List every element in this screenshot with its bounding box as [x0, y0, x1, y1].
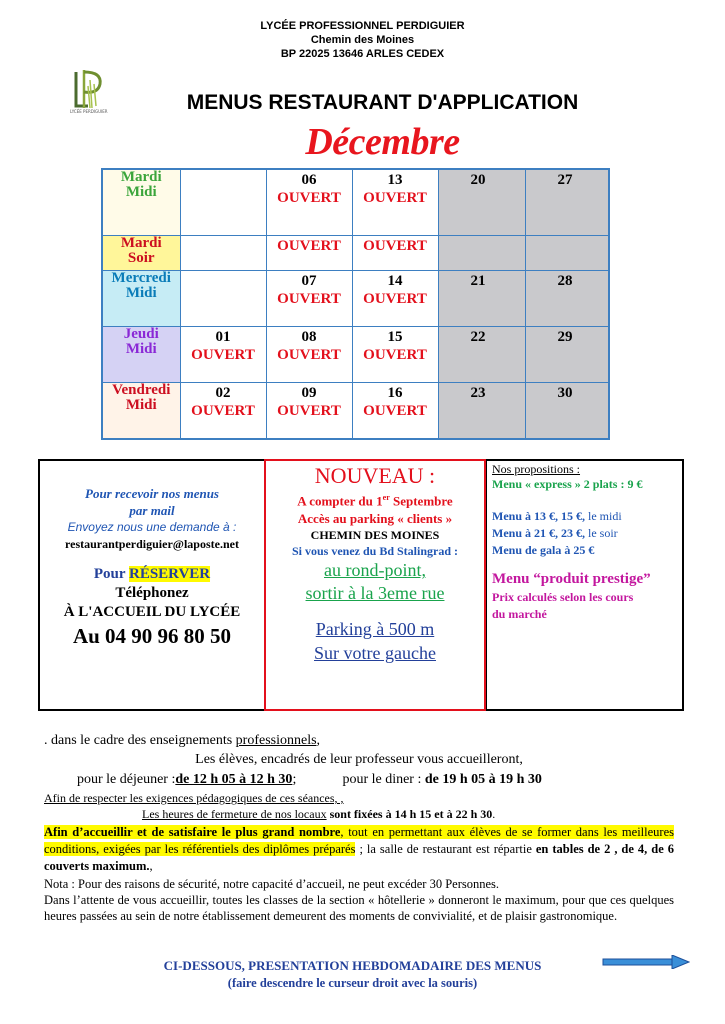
footer-line2: (faire descendre le curseur droit avec la souris) [227, 976, 478, 990]
nouveau-column [264, 459, 486, 711]
request-text: Envoyez nous une demande à : [67, 520, 237, 534]
propositions-column [486, 461, 682, 709]
calendar-table [101, 168, 610, 440]
page-title: MENUS RESTAURANT D'APPLICATION [186, 91, 579, 114]
date-number: 28 [557, 272, 573, 289]
menu-soir-suffix: le soir [585, 526, 618, 540]
date-cell [438, 382, 525, 439]
school-name: LYCÉE PROFESSIONNEL PERDIGUIER [260, 20, 465, 32]
date-cell [525, 382, 609, 439]
meal-label: Midi [125, 396, 157, 413]
menu-midi-suffix: le midi [585, 509, 622, 523]
date-cell [180, 270, 266, 326]
day-cell [102, 270, 180, 326]
start-date-prefix: A compter du 1 [297, 493, 383, 509]
meal-label: Midi [125, 284, 157, 301]
body-para8: Dans l’attente de vous accueillir, toutes les classes de la section « hôtellerie » donneront le maximum, pour que ces quelques heures passées au sein de notre établissement demeurent des moments de convivialité, et de plaisir gastronomique. [44, 893, 674, 923]
para6-d: en tables de 2 , de 4, de 6 couverts maximum. [44, 842, 674, 873]
date-status: OUVERT [191, 402, 255, 419]
date-cell [266, 326, 352, 382]
calendar-row-jeudi [102, 326, 609, 382]
date-cell [525, 235, 609, 270]
meal-label: Soir [127, 249, 155, 266]
para5-a: Les heures de fermeture de nos locaux [142, 807, 327, 821]
arrow-right-icon [602, 955, 690, 969]
date-number: 15 [387, 328, 403, 345]
date-number: 08 [301, 328, 317, 345]
meal-label: Midi [125, 340, 157, 357]
date-number: 22 [470, 328, 486, 345]
sortir-rue: sortir à la 3eme rue [305, 583, 445, 604]
prix-line1: Prix calculés selon les cours [492, 590, 634, 604]
month-title: Décembre [305, 121, 460, 163]
calendar-row-mardi-midi [102, 169, 609, 235]
date-status: OUVERT [191, 346, 255, 363]
para1-a: . dans le cadre des enseignements [44, 733, 236, 748]
date-cell [525, 326, 609, 382]
body-para6 [44, 824, 674, 875]
phone-number: Au 04 90 96 80 50 [72, 624, 232, 648]
date-cell [266, 382, 352, 439]
date-cell [525, 270, 609, 326]
date-cell [180, 382, 266, 439]
date-number: 07 [301, 272, 317, 289]
date-number: 02 [215, 384, 231, 401]
day-cell [102, 235, 180, 270]
day-label: Vendredi [112, 381, 171, 398]
start-date-sup: er [382, 493, 390, 502]
date-cell [438, 169, 525, 235]
date-cell [352, 270, 438, 326]
para6-c: ; la salle de restaurant est répartie [355, 842, 536, 856]
menu-express: Menu « express » 2 plats : 9 € [492, 477, 643, 491]
date-number: 27 [557, 172, 573, 188]
day-cell [102, 382, 180, 439]
day-label: Mardi [120, 169, 162, 185]
date-status: OUVERT [363, 402, 427, 419]
body-para1 [44, 733, 674, 749]
chemin-label: CHEMIN DES MOINES [310, 528, 440, 543]
body-para7: Nota : Pour des raisons de sécurité, notre capacité d’accueil, ne peut excéder 30 Personnes. [44, 877, 500, 891]
date-cell [266, 169, 352, 235]
accueil-label: À L'ACCUEIL DU LYCÉE [63, 604, 241, 620]
body-para3 [44, 772, 674, 788]
date-status: OUVERT [363, 346, 427, 363]
menu-midi [487, 508, 682, 525]
date-number: 16 [387, 384, 403, 401]
date-cell [438, 270, 525, 326]
day-label: Mardi [120, 234, 162, 251]
date-number: 23 [470, 384, 486, 401]
footer-line1: CI-DESSOUS, PRESENTATION HEBDOMADAIRE DES MENUS [163, 958, 542, 973]
body-para5 [44, 806, 674, 822]
body-para4: Afin de respecter les exigences pédagogiques de ces séances, , [44, 791, 344, 805]
date-number: 30 [557, 384, 573, 401]
date-cell [525, 169, 609, 235]
day-label: Jeudi [123, 325, 159, 342]
date-number: 01 [215, 328, 231, 345]
date-status: OUVERT [363, 237, 427, 254]
parking-distance: Parking à 500 m [315, 619, 435, 640]
menu-prestige: Menu “produit prestige” [492, 571, 651, 587]
parking-access: Accès au parking « clients » [297, 511, 453, 527]
para5-c: . [492, 807, 496, 821]
day-label: Mercredi [111, 269, 171, 286]
date-status: OUVERT [363, 290, 427, 307]
date-cell [180, 169, 266, 235]
day-cell [102, 169, 180, 235]
date-cell [438, 326, 525, 382]
date-number: 09 [301, 384, 317, 401]
rond-point: au rond-point, [324, 560, 426, 581]
school-postal: BP 22025 13646 ARLES CEDEX [280, 48, 445, 60]
para3-b: de 12 h 05 à 12 h 30 [175, 772, 293, 787]
calendar-row-mardi-soir [102, 235, 609, 270]
para3-d: pour le diner : [342, 772, 425, 787]
date-cell [352, 382, 438, 439]
date-status: OUVERT [277, 346, 341, 363]
date-number: 14 [387, 272, 403, 289]
date-number: 21 [470, 272, 486, 289]
date-number: 20 [470, 172, 486, 188]
start-date [266, 489, 484, 510]
reserve-word: RÉSERVER [128, 566, 211, 582]
date-cell [438, 235, 525, 270]
para3-a: pour le déjeuner : [77, 772, 176, 787]
menu-gala: Menu de gala à 25 € [492, 543, 595, 557]
body-para2: Les élèves, encadrés de leur professeur vous accueilleront, [195, 752, 523, 767]
date-status: OUVERT [363, 190, 427, 206]
reserve-prefix: Pour [93, 566, 126, 582]
menu-soir-prices: Menu à 21 €, 23 €, [492, 526, 585, 540]
calendar-row-vendredi [102, 382, 609, 439]
menu-soir [487, 525, 682, 542]
date-number: 13 [387, 172, 403, 188]
para6-e: , [149, 859, 153, 873]
contact-email[interactable]: restaurantperdiguier@laposte.net [65, 537, 239, 551]
propositions-heading: Nos propositions : [492, 462, 581, 476]
contact-column [40, 461, 264, 709]
para6-a: Afin d’accueillir et de satisfaire le plus grand nombre [44, 825, 341, 839]
para3-e: de 19 h 05 à 19 h 30 [424, 772, 542, 787]
phone-label: Téléphonez [115, 585, 189, 601]
reserve-line [40, 565, 264, 584]
date-cell [180, 326, 266, 382]
start-date-suffix: Septembre [389, 493, 453, 509]
date-cell [266, 235, 352, 270]
date-status: OUVERT [277, 402, 341, 419]
date-cell [352, 326, 438, 382]
prix-line2: du marché [492, 607, 547, 621]
date-cell [352, 235, 438, 270]
date-status: OUVERT [277, 237, 341, 254]
date-status: OUVERT [277, 190, 341, 206]
date-cell [266, 270, 352, 326]
day-cell [102, 326, 180, 382]
para3-c: ; [292, 772, 297, 787]
info-box [38, 459, 684, 711]
nouveau-heading: NOUVEAU : [314, 463, 436, 488]
para1-b: professionnels [235, 733, 317, 748]
mail-line2: par mail [129, 503, 175, 518]
school-street: Chemin des Moines [310, 34, 415, 46]
direction-from: Si vous venez du Bd Stalingrad : [291, 544, 459, 559]
date-cell [352, 169, 438, 235]
para6-b: , tout en permettant aux élèves de se former dans les meilleures conditions, exigées par les référentiels des diplômes préparés [44, 825, 674, 856]
date-status: OUVERT [277, 290, 341, 307]
para5-b: sont fixées à 14 h 15 et à 22 h 30 [326, 807, 493, 821]
date-number: 06 [301, 172, 317, 188]
calendar-row-mercredi [102, 270, 609, 326]
date-number: 29 [557, 328, 573, 345]
logo-caption: LYCÉE PERDIGUIER [70, 109, 108, 114]
menu-midi-prices: Menu à 13 €, 15 €, [492, 509, 585, 523]
meal-label: Midi [125, 184, 157, 200]
date-cell [180, 235, 266, 270]
parking-gauche: Sur votre gauche [314, 643, 436, 664]
mail-line1: Pour recevoir nos menus [85, 486, 219, 501]
para1-c: , [316, 733, 321, 748]
